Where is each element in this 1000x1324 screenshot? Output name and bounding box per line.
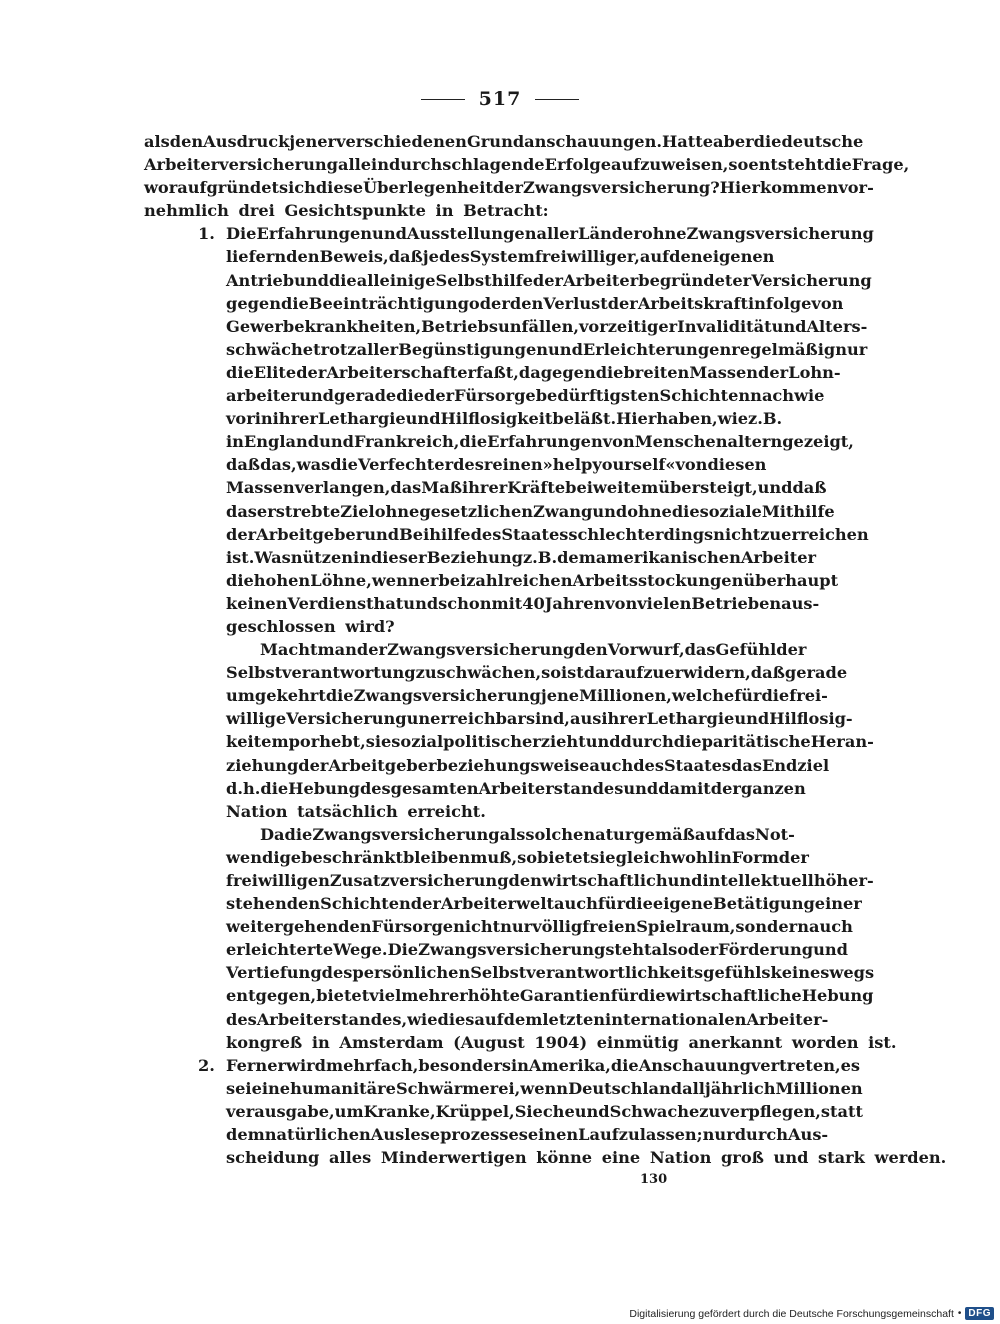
text-line: Arbeiterversicherung allein durchschlagende Erfolge aufzuweisen, so entsteht die Frage, [144,155,910,175]
signature-mark: 130 [640,1172,668,1187]
text-line: keit emporhebt, sie sozialpolitisch erzieht und durch die paritätische Heran- [226,732,874,752]
text-line: Selbstverantwortung zu schwächen, so ist darauf zu erwidern, daß gerade [226,663,848,683]
text-line: scheidung alles Minderwertigen könne eine Nation groß und stark werden. [226,1148,947,1168]
text-line: sei eine humanitäre Schwärmerei, wenn Deutschland alljährlich Millionen [226,1078,863,1098]
list-item-1-paragraph-3 [144,823,897,1054]
page-number: 517 [478,88,522,110]
text-line: entgegen, bietet vielmehr erhöhte Garantien für die wirtschaftliche Hebung [226,986,874,1006]
text-line: Macht man der Zwangsversicherung den Vorwurf, das Gefühl der [260,640,807,660]
text-line: Die Erfahrungen und Ausstellungen aller Länder ohne Zwangsversicherung [226,224,874,244]
page-body [144,130,947,1169]
text-line: daß das, was die Verfechter des reinen »help your self« von diesen [226,455,767,475]
text-line: ziehung der Arbeitgeber beziehungsweise auch des Staates das Endziel [226,755,830,775]
text-line: des Arbeiterstandes, wie dies auf dem letzten internationalen Arbeiter- [226,1009,829,1029]
list-item-2-number: 2. [198,1055,215,1075]
text-line: Gewerbekrankheiten, Betriebsunfällen, vorzeitiger Invalidität und Alters- [226,316,868,336]
text-line: schwäche trotz aller Begünstigungen und Erleichterungen regelmäßig nur [226,339,868,359]
text-line: Da die Zwangsversicherung als solche naturgemäß auf das Not- [260,824,795,844]
text-line: in England und Frankreich, die Erfahrungen von Menschenaltern gezeigt, [226,432,854,452]
text-line: die hohen Löhne, wenn er bei zahlreichen Arbeitsstockungen überhaupt [226,570,839,590]
intro-paragraph [144,130,910,222]
header-rule-right [535,99,579,100]
text-line: kongreß in Amsterdam (August 1904) einmütig anerkannt worden ist. [226,1032,897,1052]
credit-separator: • [957,1308,962,1319]
text-line: Antrieb und die alleinige Selbsthilfe der Arbeiter begründeter Versicherung [226,270,872,290]
text-line: Ferner wird mehrfach, besonders in Amerika, die Anschauung vertreten, es [226,1055,861,1075]
text-line: verausgabe, um Kranke, Krüppel, Sieche und Schwache zu verpflegen, statt [226,1101,863,1121]
list-item-1-paragraph-2 [144,638,874,823]
text-line: nehmlich drei Gesichtspunkte in Betracht: [144,201,549,221]
text-line: freiwilligen Zusatzversicherung den wirtschaftlich und intellektuell höher- [226,871,874,890]
list-item-2-text [144,1054,947,1169]
text-line: als den Ausdruck jener verschiedenen Grundanschauungen. Hatte aber die deutsche [144,132,864,151]
text-line: worauf gründet sich diese Überlegenheit der Zwangsversicherung? Hier kommen vor- [144,178,874,198]
dfg-logo: DFG [965,1307,994,1320]
text-line: erleichterte Wege. Die Zwangsversicherung steht also der Förderung und [226,940,848,960]
text-line: stehenden Schichten der Arbeiterwelt auch für die eigene Betätigung einer [226,894,862,914]
text-line: geschlossen wird? [226,616,395,636]
list-item-1 [144,222,897,1053]
text-line: weitergehenden Fürsorge nicht nur völlig freien Spielraum, sondern auch [226,917,853,937]
text-line: der Arbeitgeber und Beihilfe des Staates schlechterdings nicht zu erreichen [226,524,869,544]
text-line: Vertiefung des persönlichen Selbstverantwortlichkeitsgefühls keineswegs [226,963,875,983]
text-line: liefern den Beweis, daß jedes System freiwilliger, auf den eigenen [226,247,775,267]
text-line: willige Versicherung unerreichbar sind, aus ihrer Lethargie und Hilflosig- [226,709,853,729]
list-item-1-text [144,222,874,638]
digitization-credit [629,1305,1000,1324]
list-item-1-number: 1. [198,224,215,244]
text-line: das erstrebte Ziel ohne gesetzlichen Zwang und ohne die soziale Mithilfe [226,501,835,521]
text-line: gegen die Beeinträchtigung oder den Verlust der Arbeitskraft infolge von [226,293,844,313]
text-line: dem natürlichen Ausleseprozesse seinen Lauf zu lassen; nur durch Aus- [226,1125,829,1145]
text-line: d. h. die Hebung des gesamten Arbeiterstandes und damit der ganzen [226,778,806,798]
text-line: wendige beschränkt bleiben muß, so bietet sie gleichwohl in Form der [226,847,809,867]
text-line: ist. Was nützen in dieser Beziehung z. B. dem amerikanischen Arbeiter [226,547,817,567]
text-line: die Elite der Arbeiterschaft erfaßt, dagegen die breiten Massen der Lohn- [226,362,841,382]
list-item-2 [144,1054,947,1169]
header-rule-left [421,99,465,100]
text-line: Nation tatsächlich erreicht. [226,801,486,821]
text-line: umgekehrt die Zwangsversicherung jene Millionen, welche für die frei- [226,686,828,706]
page-header [0,88,1000,110]
text-line: Massen verlangen, das Maß ihrer Kräfte bei weitem übersteigt, und daß [226,478,827,498]
credit-text: Digitalisierung gefördert durch die Deutsche Forschungsgemeinschaft [629,1307,954,1320]
text-line: vor in ihrer Lethargie und Hilflosigkeit beläßt. Hier haben, wie z. B. [226,409,783,429]
text-line: keinen Verdienst hat und schon mit 40 Jahren von vielen Betrieben aus- [226,593,820,613]
text-line: arbeiter und gerade die der Fürsorge bedürftigsten Schichten nach wie [226,386,825,406]
